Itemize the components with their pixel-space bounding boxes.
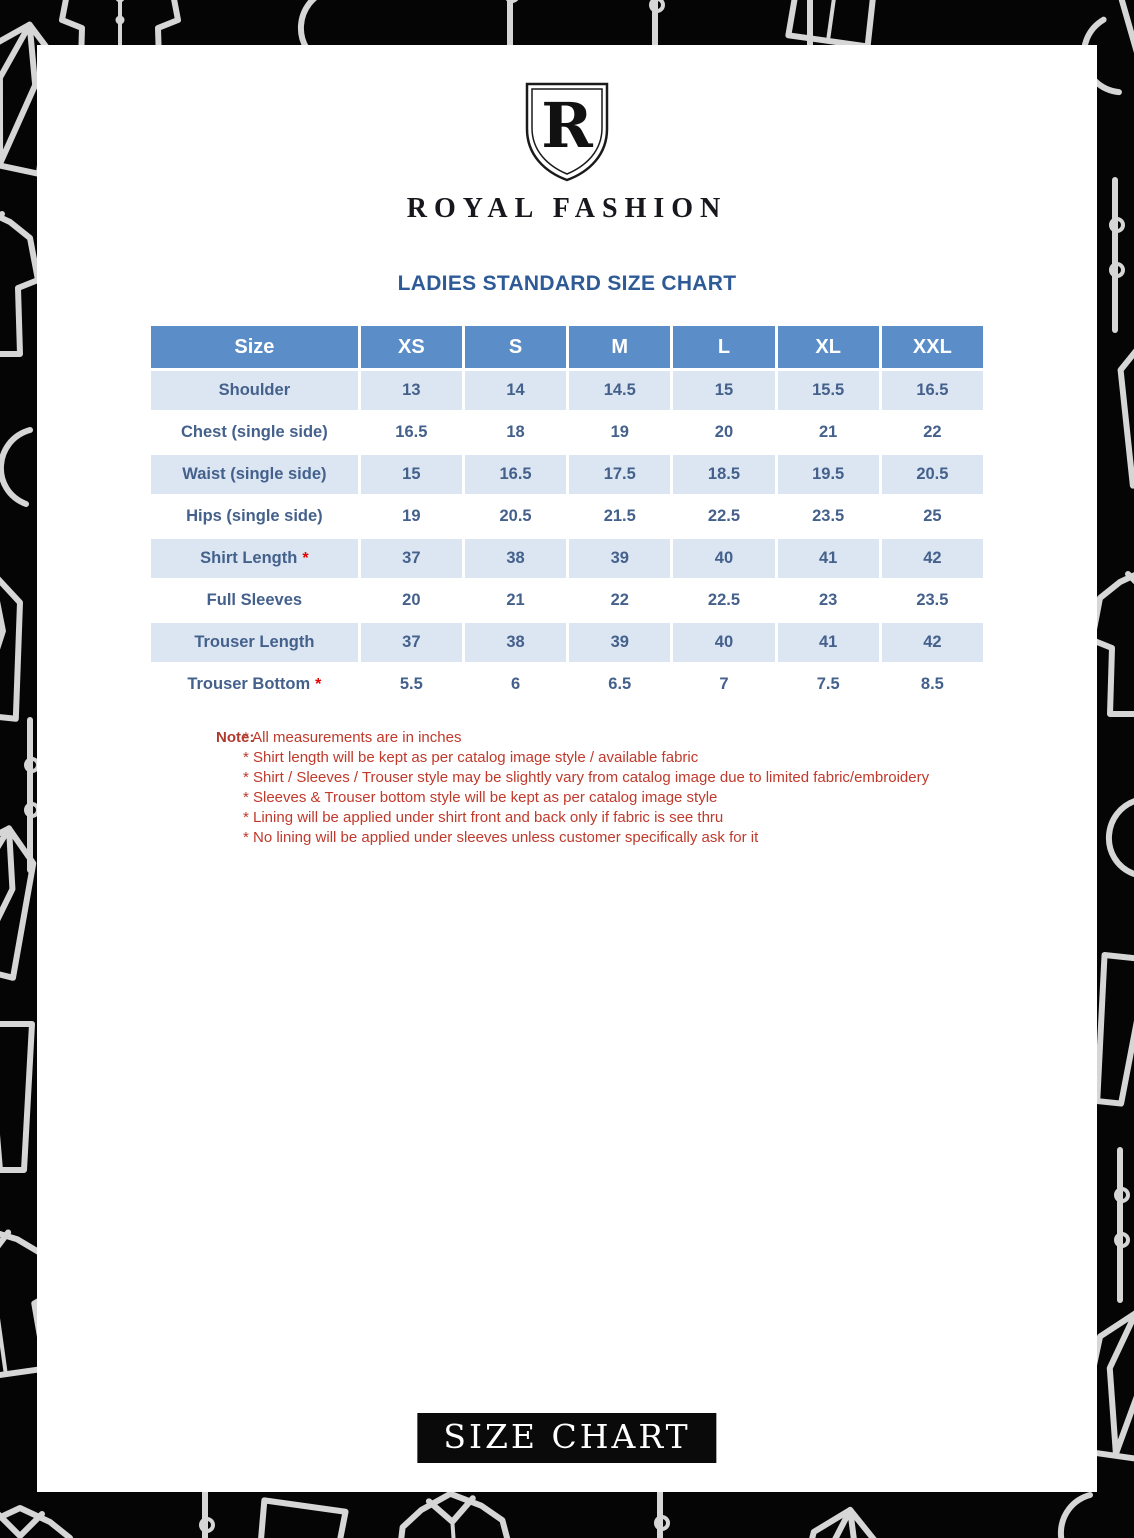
column-header-m: M — [569, 326, 670, 368]
column-header-xl: XL — [778, 326, 879, 368]
asterisk-marker: * — [315, 676, 322, 693]
column-header-xs: XS — [361, 326, 462, 368]
size-value-cell: 38 — [465, 539, 566, 578]
measurement-label-cell — [151, 581, 358, 620]
size-value-cell: 23 — [778, 581, 879, 620]
brand-logo — [37, 81, 1097, 225]
table-row — [151, 539, 983, 578]
size-value-cell: 18.5 — [673, 455, 774, 494]
content-sheet — [37, 45, 1097, 1492]
size-value-cell: 22.5 — [673, 497, 774, 536]
size-value-cell: 40 — [673, 539, 774, 578]
column-header-size: Size — [151, 326, 358, 368]
note-line: * Sleeves & Trouser bottom style will be kept as per catalog image style — [243, 789, 718, 806]
table-row — [151, 371, 983, 410]
note-items — [243, 728, 1057, 848]
size-chart-banner — [417, 1413, 716, 1463]
measurement-label: Full Sleeves — [206, 591, 303, 609]
measurement-label-cell — [151, 539, 358, 578]
measurement-label-cell — [151, 371, 358, 410]
measurement-label-cell — [151, 413, 358, 452]
table-row — [151, 665, 983, 704]
size-value-cell: 18 — [465, 413, 566, 452]
measurement-label: Trouser Length — [194, 633, 315, 651]
size-value-cell: 7.5 — [778, 665, 879, 704]
size-value-cell: 14 — [465, 371, 566, 410]
size-value-cell: 25 — [882, 497, 983, 536]
size-value-cell: 21 — [778, 413, 879, 452]
size-value-cell: 7 — [673, 665, 774, 704]
brand-shield-icon — [523, 81, 611, 183]
size-value-cell: 15.5 — [778, 371, 879, 410]
size-value-cell: 22.5 — [673, 581, 774, 620]
size-value-cell: 42 — [882, 539, 983, 578]
size-value-cell: 16.5 — [882, 371, 983, 410]
size-value-cell: 5.5 — [361, 665, 462, 704]
size-value-cell: 39 — [569, 539, 670, 578]
size-value-cell: 20 — [361, 581, 462, 620]
brand-monogram: R — [541, 89, 593, 162]
size-value-cell: 6 — [465, 665, 566, 704]
column-header-xxl: XXL — [882, 326, 983, 368]
size-value-cell: 23.5 — [882, 581, 983, 620]
note-label: Note: — [216, 729, 255, 746]
table-row — [151, 581, 983, 620]
note-line: * No lining will be applied under sleeves unless customer specifically ask for it — [243, 829, 759, 846]
size-value-cell: 20.5 — [465, 497, 566, 536]
size-value-cell: 40 — [673, 623, 774, 662]
size-value-cell: 21 — [465, 581, 566, 620]
size-value-cell: 23.5 — [778, 497, 879, 536]
table-row — [151, 413, 983, 452]
asterisk-marker: * — [302, 550, 309, 567]
banner-text: SIZE CHART — [443, 1417, 691, 1456]
size-value-cell: 16.5 — [361, 413, 462, 452]
page-title: LADIES STANDARD SIZE CHART — [397, 272, 737, 295]
column-header-l: L — [673, 326, 774, 368]
table-row — [151, 497, 983, 536]
size-value-cell: 19 — [361, 497, 462, 536]
size-value-cell: 17.5 — [569, 455, 670, 494]
measurement-label: Shoulder — [218, 381, 291, 399]
table-row — [151, 455, 983, 494]
size-value-cell: 22 — [569, 581, 670, 620]
size-value-cell: 20 — [673, 413, 774, 452]
brand-name: ROYAL FASHION — [406, 193, 728, 224]
measurement-label-cell — [151, 623, 358, 662]
column-header-s: S — [465, 326, 566, 368]
size-value-cell: 8.5 — [882, 665, 983, 704]
size-chart-table — [148, 323, 986, 707]
measurement-label-cell — [151, 497, 358, 536]
size-value-cell: 19 — [569, 413, 670, 452]
size-value-cell: 16.5 — [465, 455, 566, 494]
measurement-label-cell — [151, 455, 358, 494]
measurement-label: Chest (single side) — [181, 423, 328, 441]
size-value-cell: 41 — [778, 539, 879, 578]
size-value-cell: 42 — [882, 623, 983, 662]
note-line: * All measurements are in inches — [243, 729, 462, 746]
size-value-cell: 6.5 — [569, 665, 670, 704]
size-value-cell: 15 — [673, 371, 774, 410]
size-value-cell: 14.5 — [569, 371, 670, 410]
size-value-cell: 13 — [361, 371, 462, 410]
note-line: * Shirt / Sleeves / Trouser style may be slightly vary from catalog image due to limited fabric/embroidery — [243, 769, 930, 786]
size-table-body — [151, 371, 983, 704]
size-value-cell: 19.5 — [778, 455, 879, 494]
size-table-header — [151, 326, 983, 368]
note-line: * Shirt length will be kept as per catalog image style / available fabric — [243, 749, 699, 766]
size-value-cell: 38 — [465, 623, 566, 662]
size-value-cell: 22 — [882, 413, 983, 452]
size-value-cell: 21.5 — [569, 497, 670, 536]
size-value-cell: 37 — [361, 539, 462, 578]
size-value-cell: 41 — [778, 623, 879, 662]
size-value-cell: 15 — [361, 455, 462, 494]
measurement-label: Trouser Bottom — [187, 675, 311, 693]
measurement-label: Waist (single side) — [182, 465, 327, 483]
header-row — [151, 326, 983, 368]
table-row — [151, 623, 983, 662]
note-line: * Lining will be applied under shirt front and back only if fabric is see thru — [243, 809, 724, 826]
size-value-cell: 39 — [569, 623, 670, 662]
measurement-label: Shirt Length — [200, 549, 298, 567]
measurement-label-cell — [151, 665, 358, 704]
measurement-label: Hips (single side) — [186, 507, 323, 525]
size-value-cell: 37 — [361, 623, 462, 662]
notes-section — [216, 728, 1057, 848]
size-value-cell: 20.5 — [882, 455, 983, 494]
